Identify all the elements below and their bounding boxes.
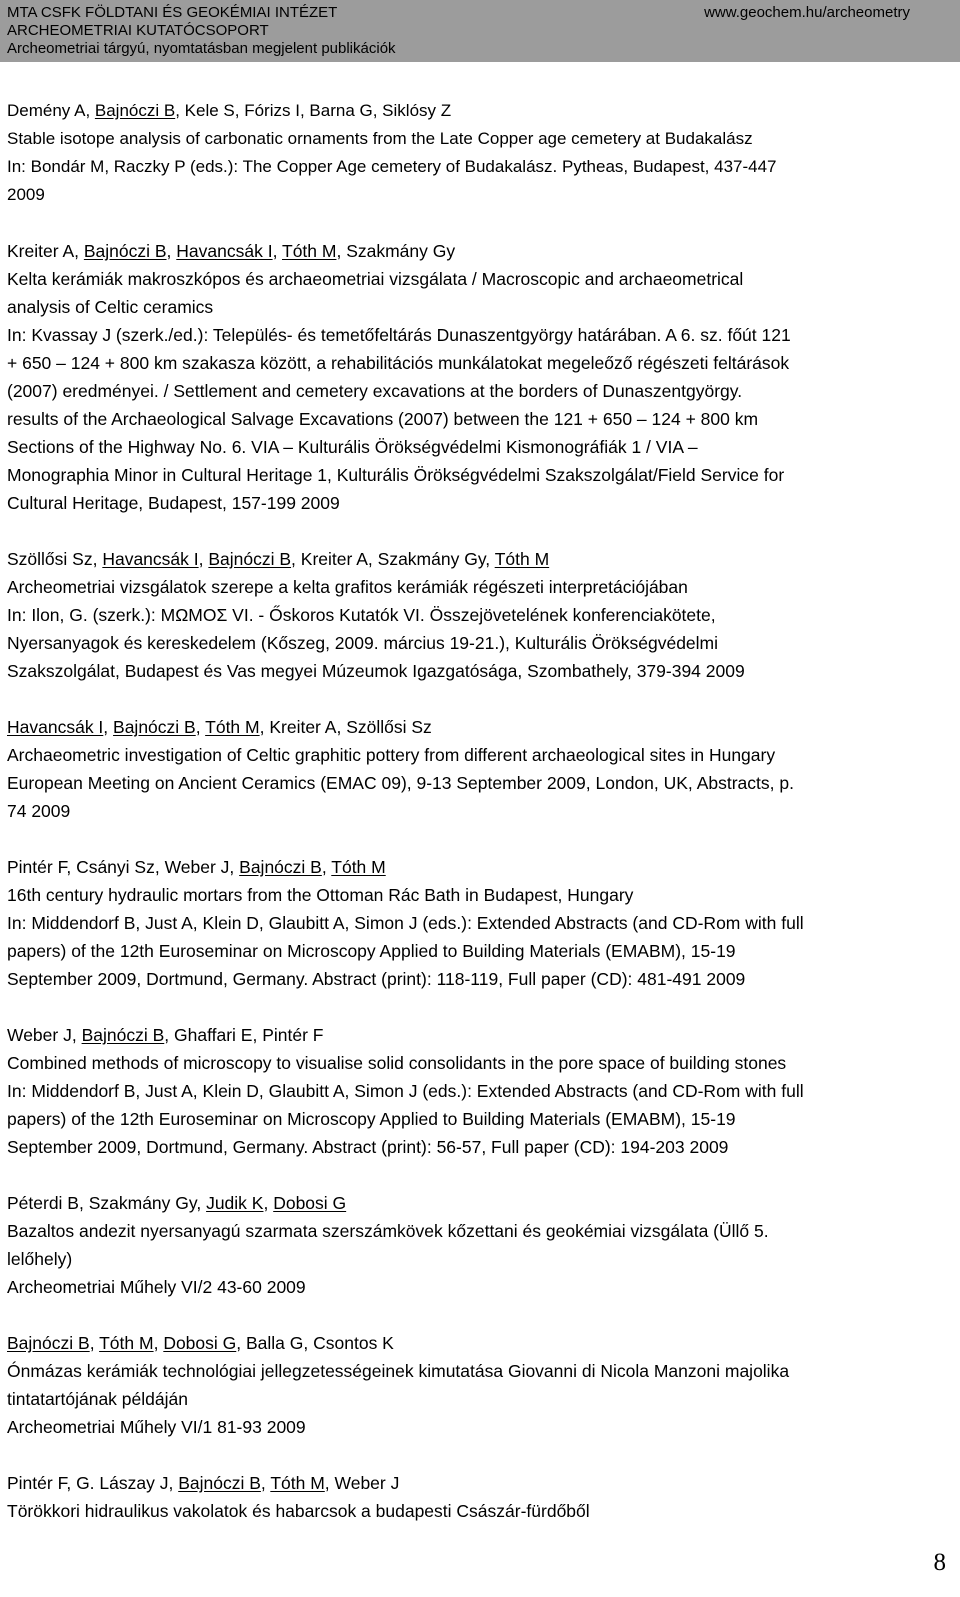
author: Weber J [334, 1473, 400, 1493]
author-line: Weber J, Bajnóczi B, Ghaffari E, Pintér F [7, 1025, 324, 1045]
author: Csányi Sz [76, 857, 155, 877]
publication-entry [7, 97, 954, 209]
publication-source: In: Bondár M, Raczky P (eds.): The Copper Age cemetery of Budakalász. Pytheas, Budapest, 437-447 [7, 157, 777, 176]
author: Tóth M [331, 857, 386, 877]
author: Bajnóczi B [7, 1333, 90, 1353]
author: Tóth M [99, 1333, 154, 1353]
publication-entry [7, 853, 954, 993]
website-link[interactable]: www.geochem.hu/archeometry [704, 4, 910, 21]
author: Barna G [309, 101, 373, 120]
author-line: Demény A, Bajnóczi B, Kele S, Fórizs I, Barna G, Siklósy Z [7, 101, 452, 120]
author: Pintér F [7, 1473, 67, 1493]
author: Weber J [7, 1025, 72, 1045]
publication-entry [7, 713, 954, 825]
author: Csontos K [313, 1333, 394, 1353]
author: Bajnóczi B [81, 1025, 165, 1045]
author: Bajnóczi B [94, 101, 176, 120]
author: Demény A [7, 101, 86, 120]
publication-title: tintatartójának példáján [7, 1389, 188, 1409]
publication-source: September 2009, Dortmund, Germany. Abstract (print): 118-119, Full paper (CD): 481-491 2009 [7, 969, 746, 989]
publication-source: + 650 – 124 + 800 km szakasza között, a rehabilitációs munkálatokat megeleőző régészeti feltárások [7, 353, 790, 373]
institute-name: MTA CSFK FÖLDTANI ÉS GEOKÉMIAI INTÉZET [7, 4, 338, 21]
author: Bajnóczi B [113, 717, 196, 737]
author-line: Szöllősi Sz, Havancsák I, Bajnóczi B, Kreiter A, Szakmány Gy, Tóth M [7, 549, 550, 569]
publication-entry [7, 1329, 954, 1441]
publication-title: Combined methods of microscopy to visualise solid consolidants in the pore space of building stones [7, 1053, 787, 1073]
publication-source: Archeometriai Műhely VI/1 81-93 2009 [7, 1417, 306, 1437]
publication-source: Cultural Heritage, Budapest, 157-199 2009 [7, 493, 340, 513]
author: Kreiter A [269, 717, 337, 737]
author: Siklósy Z [382, 101, 452, 120]
author: Tóth M [205, 717, 260, 737]
author: Fórizs I [244, 101, 300, 120]
publication-source: Nyersanyagok és kereskedelem (Kőszeg, 2009. március 19-21.), Kulturális Örökségvédelmi [7, 633, 719, 653]
publication-entry [7, 1469, 954, 1525]
publication-title: Bazaltos andezit nyersanyagú szarmata szerszámkövek kőzettani és geokémiai vizsgálata (Üllő 5. [7, 1221, 769, 1241]
publication-title: lelőhely) [7, 1249, 73, 1269]
publication-entry [7, 1189, 954, 1301]
publication-source: Monographia Minor in Cultural Heritage 1, Kulturális Örökségvédelmi Szakszolgálat/Field Service for [7, 465, 785, 485]
author: Balla G [246, 1333, 304, 1353]
author-line: Bajnóczi B, Tóth M, Dobosi G, Balla G, Csontos K [7, 1333, 394, 1353]
publication-source: In: Middendorf B, Just A, Klein D, Glaubitt A, Simon J (eds.): Extended Abstracts (and CD-Rom with full [7, 913, 804, 933]
author: Havancsák I [176, 241, 273, 261]
publication-entry [7, 545, 954, 685]
publication-title: 16th century hydraulic mortars from the Ottoman Rác Bath in Budapest, Hungary [7, 885, 634, 905]
author-line: Havancsák I, Bajnóczi B, Tóth M, Kreiter A, Szöllősi Sz [7, 717, 432, 737]
publication-title: Kelta kerámiák makroszkópos és archaeometriai vizsgálata / Macroscopic and archaeometrical [7, 269, 744, 289]
author: Szakmány Gy [346, 241, 456, 261]
author: Tóth M [494, 549, 550, 569]
author: Havancsák I [7, 717, 104, 737]
publication-source: (2007) eredményei. / Settlement and cemetery excavations at the borders of Dunaszentgyörgy. [7, 381, 743, 401]
author: Tóth M [282, 241, 337, 261]
publication-list [7, 97, 954, 1553]
publication-source: papers) of the 12th Euroseminar on Microscopy Applied to Building Materials (EMABM), 15-19 [7, 941, 736, 961]
publication-title: Stable isotope analysis of carbonatic ornaments from the Late Copper age cemetery at Budakalász [7, 129, 753, 148]
author: Bajnóczi B [83, 241, 167, 261]
publication-source: papers) of the 12th Euroseminar on Microscopy Applied to Building Materials (EMABM), 15-19 [7, 1109, 736, 1129]
author: Kele S [184, 101, 235, 120]
publication-source: Szakszolgálat, Budapest és Vas megyei Múzeumok Igazgatósága, Szombathely, 379-394 2009 [7, 661, 745, 681]
author: Szakmány Gy [88, 1193, 197, 1213]
publication-source: In: Kvassay J (szerk./ed.): Település- és temetőfeltárás Dunaszentgyörgy határában. A 6. sz. főút 121 [7, 325, 791, 345]
author-line: Péterdi B, Szakmány Gy, Judik K, Dobosi G [7, 1193, 347, 1213]
author: Judik K [206, 1193, 264, 1213]
author-line: Kreiter A, Bajnóczi B, Havancsák I, Tóth M, Szakmány Gy [7, 241, 456, 261]
author: Kreiter A [300, 549, 368, 569]
author: Weber J [164, 857, 230, 877]
author: G. Lászay J [76, 1473, 169, 1493]
author: Tóth M [270, 1473, 325, 1493]
author-line: Pintér F, G. Lászay J, Bajnóczi B, Tóth M, Weber J [7, 1473, 400, 1493]
author: Pintér F [262, 1025, 324, 1045]
author: Bajnóczi B [208, 549, 292, 569]
page-header [0, 0, 960, 62]
author: Péterdi B [7, 1193, 79, 1213]
publication-source: Archeometriai Műhely VI/2 43-60 2009 [7, 1277, 306, 1297]
author: Bajnóczi B [239, 857, 322, 877]
author: Kreiter A [7, 241, 75, 261]
publication-title: Archeometriai vizsgálatok szerepe a kelta grafitos kerámiák régészeti interpretációjában [7, 577, 688, 597]
author: Havancsák I [102, 549, 199, 569]
publication-source: Sections of the Highway No. 6. VIA – Kulturális Örökségvédelmi Kismonográfiák 1 / VIA – [7, 437, 698, 457]
publication-entry [7, 237, 954, 517]
research-group-name: ARCHEOMETRIAI KUTATÓCSOPORT [7, 22, 269, 39]
publication-year: 74 2009 [7, 801, 71, 821]
publication-year: 2009 [7, 185, 45, 204]
publication-source: In: Ilon, G. (szerk.): MΩMOΣ VI. - Őskoros Kutatók VI. Összejövetelének konferenciakötete, [7, 605, 716, 625]
author: Pintér F [7, 857, 67, 877]
publication-source: In: Middendorf B, Just A, Klein D, Glaubitt A, Simon J (eds.): Extended Abstracts (and CD-Rom with full [7, 1081, 804, 1101]
document-subtitle: Archeometriai tárgyú, nyomtatásban megjelent publikációk [7, 40, 396, 57]
publication-title: Archaeometric investigation of Celtic graphitic pottery from different archaeological sites in Hungary [7, 745, 776, 765]
page-number: 8 [933, 1549, 946, 1576]
publication-title: Ónmázas kerámiák technológiai jellegzetességeinek kimutatása Giovanni di Nicola Manzoni majolika [7, 1361, 790, 1381]
publication-entry [7, 1021, 954, 1161]
publication-source: September 2009, Dortmund, Germany. Abstract (print): 56-57, Full paper (CD): 194-203 2009 [7, 1137, 729, 1157]
publication-source: results of the Archaeological Salvage Excavations (2007) between the 121 + 650 – 124 + 800 km [7, 409, 759, 429]
author: Szakmány Gy [377, 549, 486, 569]
author: Bajnóczi B [178, 1473, 261, 1493]
author: Dobosi G [273, 1193, 347, 1213]
author: Ghaffari E [174, 1025, 253, 1045]
author: Szöllősi Sz [7, 549, 93, 569]
author-line: Pintér F, Csányi Sz, Weber J, Bajnóczi B, Tóth M [7, 857, 386, 877]
publication-title: Törökkori hidraulikus vakolatok és habarcsok a budapesti Császár-fürdőből [7, 1501, 590, 1521]
publication-title: analysis of Celtic ceramics [7, 297, 214, 317]
author: Szöllősi Sz [346, 717, 432, 737]
publication-source: European Meeting on Ancient Ceramics (EMAC 09), 9-13 September 2009, London, UK, Abstracts, p. [7, 773, 794, 793]
author: Dobosi G [163, 1333, 237, 1353]
